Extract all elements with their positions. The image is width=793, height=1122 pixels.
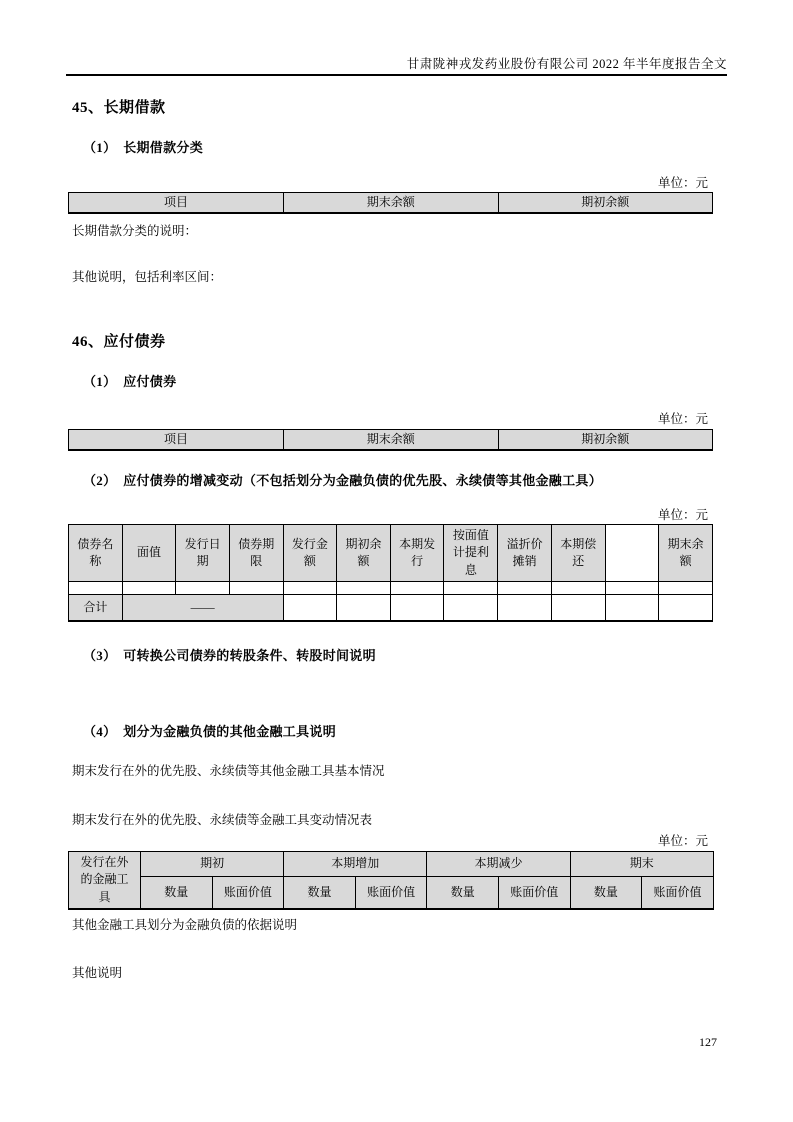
table-cell [605,595,659,621]
unit-label: 单位：元 [657,508,708,522]
table-cell [659,582,713,595]
table-cell [551,582,605,595]
page-number: 127 [699,1035,717,1049]
table-header-row [69,430,713,451]
subheader-cell: 账面价值 [642,877,714,909]
table-cell [337,582,391,595]
section-45-heading: 45、长期借款 [72,100,166,116]
table-header-cell: 期末余额 [284,430,498,451]
table-cell [659,595,713,621]
table-header-cell-blank [605,525,659,582]
table-header-cell: 期末余额 [659,525,713,582]
table-cell [605,582,659,595]
table-header-cell: 面值 [122,525,176,582]
table-cell [229,582,283,595]
table-cell [176,582,230,595]
total-label-cell: 合计 [69,595,123,621]
table-cell [337,595,391,621]
subheader-cell: 账面价值 [212,877,284,909]
table-header-cell: 期初余额 [337,525,391,582]
section-46-sub1-heading: （1） 应付债券 [83,374,177,389]
running-header-title: 甘肃陇神戎发药业股份有限公司 2022 年半年度报告全文 [406,57,727,71]
table-header-cell: 债券名称 [69,525,123,582]
table-subheader-row [69,877,714,909]
table-cell [498,582,552,595]
table-header-cell: 项目 [69,430,284,451]
table-cell [390,595,444,621]
unit-label: 单位：元 [657,834,708,848]
note-loan-classification: 长期借款分类的说明： [72,224,198,238]
table-group-header-row [69,852,714,877]
table-header-cell: 按面值计提利息 [444,525,498,582]
note-other-including-rate-range: 其他说明，包括利率区间： [72,270,223,284]
subheader-cell: 数量 [570,877,642,909]
table-cell [283,595,337,621]
note-other-explanation: 其他说明 [72,966,123,980]
table-header-cell: 溢折价摊销 [498,525,552,582]
header-divider [66,74,727,76]
section-46-sub4-heading: （4） 划分为金融负债的其他金融工具说明 [83,724,337,739]
financial-instruments-table [68,851,714,910]
section-45-sub1-heading: （1） 长期借款分类 [83,140,204,155]
group-header-cell: 本期增加 [284,852,427,877]
table-cell [498,595,552,621]
table-header-cell: 债券期限 [229,525,283,582]
table-header-cell: 期初余额 [498,193,712,214]
bonds-payable-table [68,429,713,451]
unit-label: 单位：元 [657,412,708,426]
table-header-row [69,193,713,214]
bond-movement-table [68,524,713,622]
table-header-cell: 项目 [69,193,284,214]
table-header-cell: 发行日期 [176,525,230,582]
table-empty-data-row [69,582,713,595]
note-liability-classification-basis: 其他金融工具划分为金融负债的依据说明 [72,918,298,932]
table-cell [551,595,605,621]
table-header-row [69,525,713,582]
corner-header-cell: 发行在外的金融工具 [69,852,141,910]
table-header-cell: 本期发行 [390,525,444,582]
group-header-cell: 期初 [141,852,284,877]
table-cell [444,582,498,595]
table-cell [444,595,498,621]
subheader-cell: 账面价值 [499,877,571,909]
unit-label: 单位：元 [657,176,708,190]
total-dash-cell: —— [122,595,283,621]
subheader-cell: 数量 [141,877,213,909]
table-header-cell: 本期偿还 [551,525,605,582]
table-header-cell: 期末余额 [284,193,498,214]
table-header-cell: 期初余额 [498,430,712,451]
table-cell [390,582,444,595]
subheader-cell: 数量 [427,877,499,909]
longterm-loan-table [68,192,713,214]
table-cell [122,582,176,595]
table-cell [283,582,337,595]
subheader-cell: 账面价值 [355,877,427,909]
note-outstanding-instruments-basic: 期末发行在外的优先股、永续债等其他金融工具基本情况 [72,764,385,778]
group-header-cell: 本期减少 [427,852,570,877]
table-cell [69,582,123,595]
section-46-sub3-heading: （3） 可转换公司债券的转股条件、转股时间说明 [83,648,376,663]
note-instruments-change-table: 期末发行在外的优先股、永续债等金融工具变动情况表 [72,813,373,827]
subheader-cell: 数量 [284,877,356,909]
section-46-sub2-heading: （2） 应付债券的增减变动（不包括划分为金融负债的优先股、永续债等其他金融工具） [83,473,603,488]
table-header-cell: 发行金额 [283,525,337,582]
group-header-cell: 期末 [570,852,713,877]
section-46-heading: 46、应付债券 [72,334,166,350]
table-total-row [69,595,713,621]
